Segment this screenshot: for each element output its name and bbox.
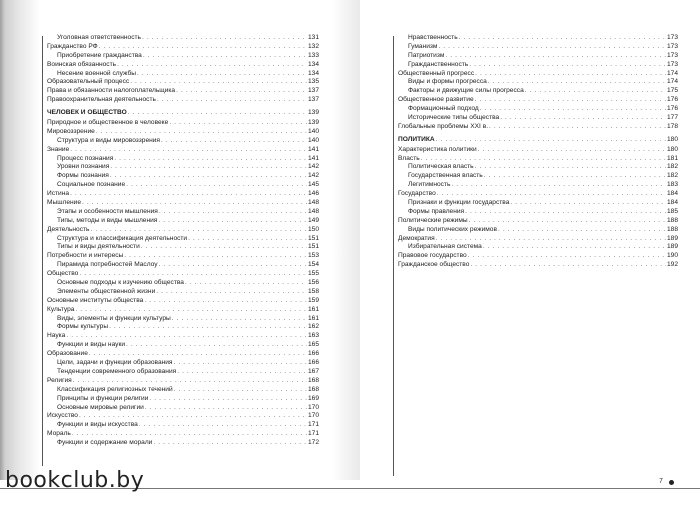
dot-leader (66, 332, 307, 341)
toc-entry (398, 190, 678, 199)
left-margin-rule (42, 36, 43, 466)
dot-leader (117, 61, 307, 70)
toc-entry-title: Функции и виды искусства (57, 421, 138, 429)
toc-entry-title: Потребности и интересы (47, 252, 124, 260)
toc-entry (47, 52, 319, 61)
toc-entry-title: Уголовная ответственность (57, 33, 141, 41)
toc-entry-page: 134 (307, 60, 319, 68)
toc-entry-title: Воинская обязанность (47, 60, 117, 68)
toc-section-heading (398, 136, 678, 145)
toc-entry-title: Общественное развитие (398, 96, 474, 104)
toc-entry-page: 173 (666, 33, 678, 41)
toc-entry-title: Виды политических режимов (408, 225, 497, 233)
toc-entry (47, 252, 319, 261)
toc-entry-title: Искусство (47, 412, 78, 420)
dot-leader (478, 146, 666, 155)
toc-section-heading (47, 109, 319, 118)
dot-leader (90, 226, 307, 235)
toc-entry-page: 148 (307, 207, 319, 215)
toc-entry-page: 132 (307, 42, 319, 50)
toc-entry (47, 78, 319, 87)
toc-entry-page: 176 (666, 105, 678, 113)
toc-entry (47, 190, 319, 199)
dot-leader (483, 243, 666, 252)
toc-entry-page: 153 (307, 252, 319, 260)
toc-entry-title: ЧЕЛОВЕК И ОБЩЕСТВО (47, 109, 127, 117)
toc-entry-title: Виды и формы прогресса (408, 78, 487, 86)
toc-entry-page: 170 (307, 403, 319, 411)
dot-leader (79, 270, 307, 279)
toc-entry (47, 412, 319, 421)
toc-entry-page: 184 (666, 190, 678, 198)
dot-leader (161, 137, 307, 146)
toc-entry-page: 133 (307, 51, 319, 59)
dot-leader (153, 439, 307, 448)
toc-entry-title: Мораль (47, 430, 71, 438)
dot-leader (176, 87, 307, 96)
toc-entry-page: 142 (307, 172, 319, 180)
dot-leader (143, 52, 307, 61)
toc-entry-title: Гражданское общество (398, 261, 470, 269)
dot-leader (484, 172, 666, 181)
toc-entry-page: 184 (666, 199, 678, 207)
toc-entry-page: 155 (307, 270, 319, 278)
dot-leader (158, 217, 307, 226)
dot-leader (172, 315, 307, 324)
dot-leader (110, 163, 307, 172)
toc-entry-title: Основные подходы к изучению общества (57, 279, 184, 287)
toc-entry-page: 173 (666, 60, 678, 68)
toc-entry (398, 199, 678, 208)
page-edge-shadow (0, 0, 40, 480)
toc-entry (47, 128, 319, 137)
toc-entry-page: 170 (307, 412, 319, 420)
toc-entry (47, 324, 319, 333)
toc-entry (47, 395, 319, 404)
toc-entry (47, 306, 319, 315)
toc-entry-title: Формационный подход (408, 105, 479, 113)
toc-entry (398, 34, 678, 43)
dot-leader (468, 252, 666, 261)
toc-entry-title: Несение военной службы (57, 69, 136, 77)
left-page (0, 0, 360, 480)
toc-entry (398, 96, 678, 105)
toc-entry (398, 52, 678, 61)
toc-entry-page: 162 (307, 323, 319, 331)
toc-entry-page: 176 (666, 96, 678, 104)
dot-leader (124, 252, 307, 261)
toc-entry (47, 119, 319, 128)
dot-leader (475, 163, 666, 172)
right-page (360, 0, 700, 480)
toc-entry (398, 87, 678, 96)
toc-entry-title: Религия (47, 376, 72, 384)
toc-entry (398, 123, 678, 132)
toc-entry-title: Мировоззрение (47, 127, 95, 135)
dot-leader (70, 190, 307, 199)
toc-entry-page: 182 (666, 172, 678, 180)
toc-entry (47, 297, 319, 306)
toc-entry-title: Демократия (398, 234, 435, 242)
toc-entry (398, 114, 678, 123)
toc-entry-page: 172 (307, 439, 319, 447)
dot-leader (139, 421, 307, 430)
toc-entry-page: 174 (666, 78, 678, 86)
toc-entry-page: 171 (307, 430, 319, 438)
toc-entry-title: Факторы и движущие силы прогресса (408, 87, 524, 95)
toc-entry (398, 61, 678, 70)
toc-entry-title: Истина (47, 190, 70, 198)
dot-leader (126, 181, 307, 190)
dot-leader (75, 306, 307, 315)
toc-entry-page: 139 (307, 119, 319, 126)
toc-entry-title: Формы познания (57, 172, 109, 180)
dot-leader (159, 208, 307, 217)
dot-leader (465, 208, 666, 217)
toc-entry (47, 359, 319, 368)
toc-entry-title: Правоохранительная деятельность (47, 96, 156, 104)
toc-entry-title: Политические режимы (398, 216, 468, 224)
toc-entry (47, 226, 319, 235)
page-number: 7 (659, 478, 663, 485)
toc-entry-title: Государственная власть (408, 172, 483, 180)
toc-entry-title: Государство (398, 190, 436, 198)
toc-entry-title: Характеристика политики (398, 145, 477, 153)
page-marker-icon (669, 480, 674, 485)
toc-entry-title: Пирамида потребностей Маслоу (57, 261, 158, 269)
dot-leader (510, 199, 666, 208)
dot-leader (475, 96, 666, 105)
toc-entry-title: Деятельность (47, 225, 90, 233)
toc-entry (398, 155, 678, 164)
toc-entry (398, 261, 678, 270)
right-margin-rule (393, 36, 394, 476)
toc-entry-page: 185 (666, 207, 678, 215)
toc-entry-title: Социальное познание (57, 181, 126, 189)
toc-entry (47, 350, 319, 359)
toc-entry (398, 43, 678, 52)
dot-leader (96, 128, 307, 137)
toc-entry-title: Этапы и особенности мышления (57, 207, 158, 215)
toc-entry (398, 181, 678, 190)
toc-entry (398, 243, 678, 252)
dot-leader (145, 404, 307, 413)
toc-entry-title: Общество (47, 270, 79, 278)
toc-entry-title: Мышление (47, 199, 82, 207)
toc-entry-page: 154 (307, 261, 319, 269)
dot-leader (72, 430, 307, 439)
toc-entry (398, 252, 678, 261)
dot-leader (437, 190, 666, 199)
dot-leader (137, 70, 307, 79)
dot-leader (185, 279, 307, 288)
toc-entry-page: 142 (307, 163, 319, 171)
toc-entry-page: 189 (666, 234, 678, 242)
toc-entry (47, 404, 319, 413)
dot-leader (70, 146, 307, 155)
left-toc (47, 34, 319, 448)
toc-entry (398, 78, 678, 87)
toc-entry-page: 171 (307, 421, 319, 429)
toc-entry-title: Избирательная система (408, 243, 482, 251)
toc-entry-page: 181 (666, 154, 678, 162)
toc-entry-title: Структура и классификация деятельности (57, 234, 188, 242)
watermark: bookclub.by (5, 468, 145, 493)
dot-leader (488, 78, 666, 87)
toc-entry-page: 166 (307, 359, 319, 367)
toc-entry-title: Формы правления (408, 207, 465, 215)
toc-entry-page: 159 (307, 296, 319, 304)
toc-entry-title: Процесс познания (57, 154, 114, 162)
dot-leader (436, 136, 666, 145)
dot-leader (525, 87, 666, 96)
dot-leader (469, 217, 666, 226)
right-toc (398, 34, 678, 270)
toc-entry (47, 368, 319, 377)
toc-entry (47, 315, 319, 324)
dot-leader (73, 377, 307, 386)
dot-leader (141, 243, 307, 252)
dot-leader (475, 70, 666, 79)
toc-entry-title: Образовательный процесс (47, 78, 130, 86)
toc-entry-page: 150 (307, 225, 319, 233)
toc-entry-page: 134 (307, 69, 319, 77)
toc-entry-title: Уровни познания (57, 163, 110, 171)
dot-leader (79, 412, 307, 421)
toc-entry-page: 180 (666, 145, 678, 153)
toc-entry-page: 140 (307, 127, 319, 135)
toc-entry (47, 261, 319, 270)
toc-entry (47, 34, 319, 43)
toc-entry (47, 377, 319, 386)
toc-entry-page: 175 (666, 87, 678, 95)
toc-entry (47, 172, 319, 181)
toc-entry-page: 173 (666, 51, 678, 59)
dot-leader (126, 341, 307, 350)
toc-entry-title: Приобретение гражданства (57, 51, 142, 59)
toc-entry-title: Знание (47, 145, 70, 153)
toc-entry-page: 178 (666, 122, 678, 130)
dot-leader (177, 368, 307, 377)
toc-entry-page: 168 (307, 376, 319, 384)
toc-entry-page: 188 (666, 225, 678, 233)
toc-entry-page: 149 (307, 216, 319, 224)
toc-entry-title: Основные институты общества (47, 296, 144, 304)
toc-entry (47, 332, 319, 341)
toc-entry-title: Патриотизм (408, 51, 445, 59)
dot-leader (459, 34, 666, 43)
toc-entry-page: 131 (307, 33, 319, 41)
toc-entry-title: Формы культуры (57, 323, 109, 331)
toc-entry (47, 137, 319, 146)
toc-entry (398, 146, 678, 155)
toc-entry-page: 151 (307, 234, 319, 242)
toc-entry-title: Типы и виды деятельности (57, 243, 140, 251)
toc-entry (398, 217, 678, 226)
dot-leader (174, 359, 307, 368)
toc-entry-page: 145 (307, 181, 319, 189)
toc-entry-title: Наука (47, 332, 66, 340)
toc-entry (398, 172, 678, 181)
toc-entry-page: 169 (307, 394, 319, 402)
dot-leader (480, 105, 666, 114)
dot-leader (114, 155, 307, 164)
toc-entry-title: Гражданство РФ (47, 42, 98, 50)
toc-entry-page: 183 (666, 181, 678, 189)
toc-entry-title: Признаки и функции государства (408, 199, 510, 207)
toc-entry (47, 421, 319, 430)
toc-entry-page: 137 (307, 96, 319, 104)
dot-leader (174, 386, 307, 395)
toc-entry (47, 279, 319, 288)
dot-leader (142, 34, 307, 43)
toc-entry-page: 189 (666, 243, 678, 251)
dot-leader (498, 226, 666, 235)
toc-entry-page: 156 (307, 279, 319, 287)
toc-entry-title: Легитимность (408, 181, 451, 189)
dot-leader (128, 109, 307, 118)
toc-entry (47, 155, 319, 164)
toc-entry-page: 163 (307, 332, 319, 340)
toc-entry (47, 163, 319, 172)
toc-entry-page: 177 (666, 114, 678, 121)
toc-entry-page: 140 (307, 136, 319, 144)
toc-entry (47, 146, 319, 155)
dot-leader (156, 288, 307, 297)
dot-leader (157, 96, 307, 105)
toc-entry-title: Культура (47, 305, 75, 313)
toc-entry-page: 167 (307, 367, 319, 375)
toc-entry-page: 135 (307, 78, 319, 86)
toc-entry (47, 270, 319, 279)
toc-entry-title: Тенденции современного образования (57, 367, 177, 375)
dot-leader (159, 261, 307, 270)
toc-entry-page: 139 (307, 109, 319, 117)
dot-leader (188, 235, 307, 244)
toc-entry-page: 168 (307, 385, 319, 393)
dot-leader (489, 123, 666, 132)
toc-entry (47, 199, 319, 208)
toc-entry-page: 180 (666, 135, 678, 143)
toc-entry-title: Цели, задачи и функции образования (57, 359, 173, 367)
toc-entry-title: Общественный прогресс (398, 69, 475, 77)
dot-leader (421, 155, 666, 164)
toc-entry (47, 87, 319, 96)
toc-entry-page: 165 (307, 341, 319, 349)
toc-entry-page: 148 (307, 199, 319, 207)
toc-entry-page: 151 (307, 243, 319, 251)
toc-entry-title: Нравственность (408, 33, 458, 41)
toc-entry-title: Права и обязанности налогоплательщика (47, 87, 176, 95)
toc-entry-title: Виды, элементы и функции культуры (57, 314, 171, 322)
dot-leader (500, 114, 666, 123)
dot-leader (144, 297, 307, 306)
toc-entry (47, 61, 319, 70)
dot-leader (445, 52, 666, 61)
toc-entry (47, 217, 319, 226)
toc-entry-page: 161 (307, 305, 319, 313)
toc-entry-page: 173 (666, 42, 678, 50)
toc-entry-title: Образование (47, 350, 88, 358)
toc-entry (47, 43, 319, 52)
toc-entry (398, 163, 678, 172)
dot-leader (169, 119, 307, 128)
toc-entry-page: 190 (666, 252, 678, 260)
toc-entry-title: Правовое государство (398, 252, 467, 260)
toc-entry (47, 430, 319, 439)
toc-entry (47, 208, 319, 217)
toc-entry-page: 137 (307, 87, 319, 95)
dot-leader (470, 261, 666, 270)
toc-entry (47, 341, 319, 350)
dot-leader (89, 350, 307, 359)
toc-entry-page: 158 (307, 287, 319, 295)
toc-entry-title: Классификация религиозных течений (57, 385, 173, 393)
dot-leader (82, 199, 307, 208)
toc-entry-title: Исторические типы общества (408, 114, 500, 121)
toc-entry-title: Глобальные проблемы XXI в. (398, 122, 489, 130)
toc-entry-page: 141 (307, 145, 319, 153)
toc-entry (398, 208, 678, 217)
toc-entry-title: Политическая власть (408, 163, 474, 171)
toc-entry-title: Типы, методы и виды мышления (57, 216, 158, 224)
dot-leader (469, 61, 666, 70)
toc-entry (47, 386, 319, 395)
dot-leader (109, 323, 307, 332)
dot-leader (451, 181, 666, 190)
toc-entry-page: 166 (307, 350, 319, 358)
toc-entry-title: Гражданственность (408, 60, 469, 68)
dot-leader (438, 43, 666, 52)
toc-entry-page: 182 (666, 163, 678, 171)
dot-leader (149, 395, 307, 404)
toc-entry (398, 105, 678, 114)
toc-entry-title: Гуманизм (408, 42, 438, 50)
dot-leader (110, 172, 307, 181)
toc-entry (47, 235, 319, 244)
dot-leader (130, 78, 307, 87)
dot-leader (99, 43, 307, 52)
toc-entry-page: 192 (666, 261, 678, 269)
toc-entry (47, 439, 319, 448)
toc-entry-page: 146 (307, 190, 319, 198)
toc-entry-title: Принципы и функции религии (57, 394, 149, 402)
toc-entry (398, 226, 678, 235)
toc-entry-page: 141 (307, 154, 319, 162)
toc-entry-title: ПОЛИТИКА (398, 135, 435, 143)
toc-entry-page: 161 (307, 314, 319, 322)
toc-entry-page: 188 (666, 216, 678, 224)
toc-entry (47, 96, 319, 105)
toc-entry (47, 181, 319, 190)
toc-entry-title: Элементы общественной жизни (57, 287, 156, 295)
toc-entry (398, 70, 678, 79)
toc-entry-title: Природное и общественное в человеке (47, 119, 169, 126)
toc-entry-page: 174 (666, 69, 678, 77)
toc-entry-title: Функции и содержание морали (57, 439, 153, 447)
toc-entry-title: Основные мировые религии (57, 403, 144, 411)
toc-entry-title: Структура и виды мировоззрения (57, 136, 161, 144)
toc-entry (47, 288, 319, 297)
toc-entry-title: Власть (398, 154, 420, 162)
toc-entry-title: Функции и виды науки (57, 341, 126, 349)
